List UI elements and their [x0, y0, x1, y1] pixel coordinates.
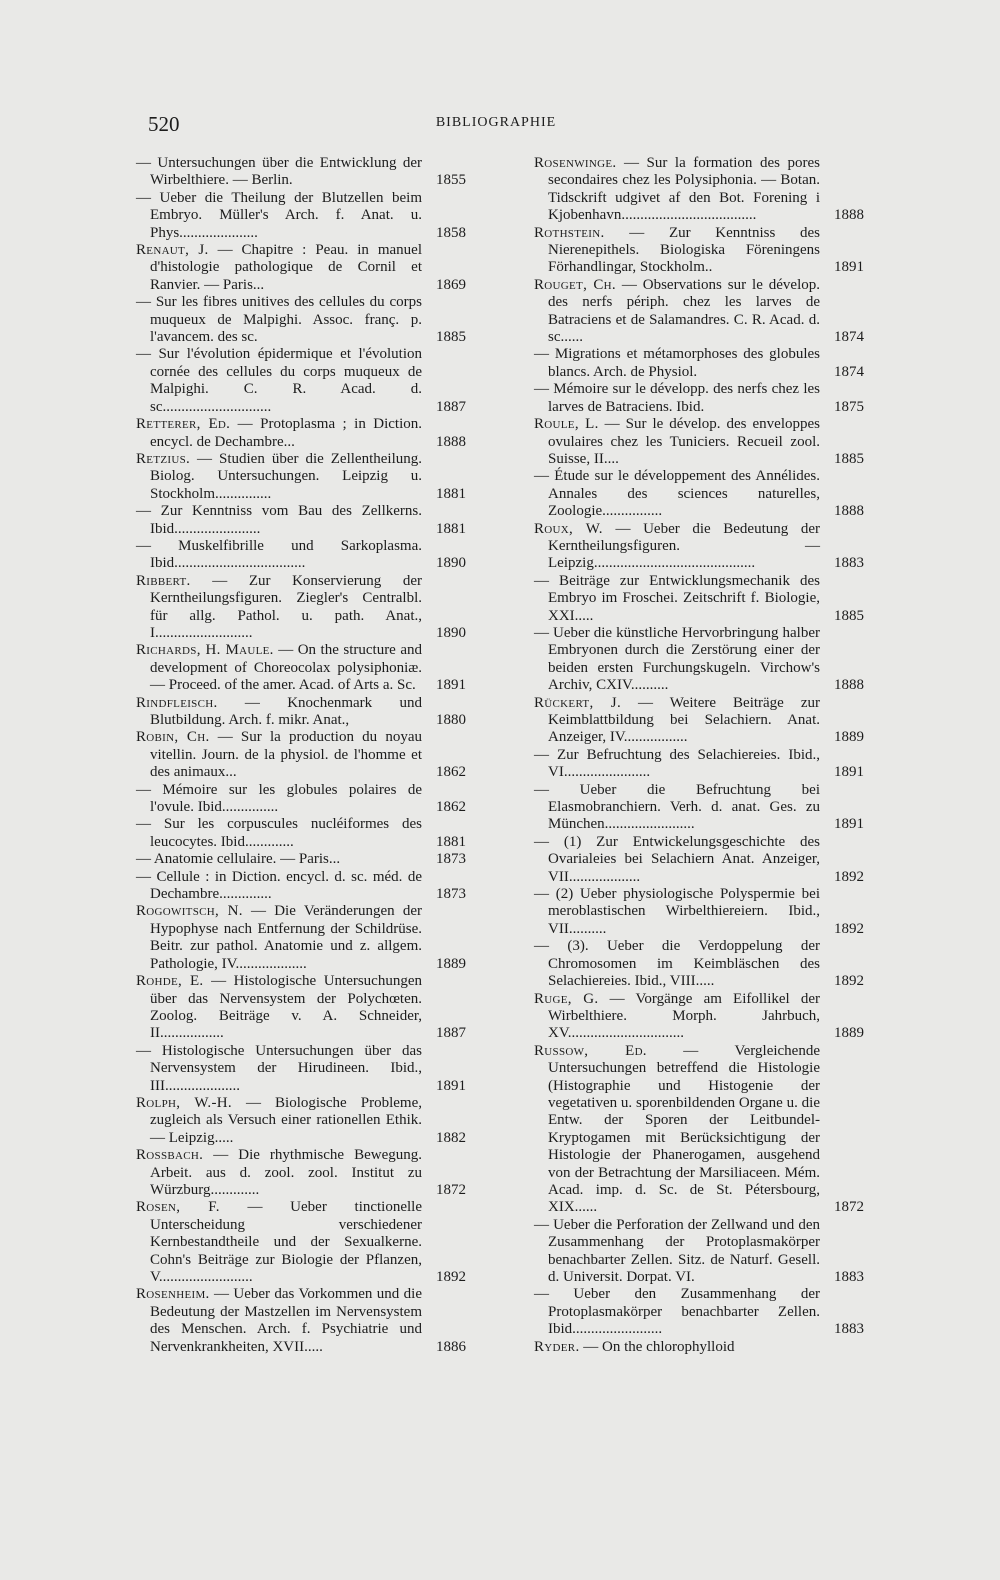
entry-year: 1869	[436, 276, 466, 293]
page-header	[148, 112, 844, 142]
entry-text: — Chapitre : Peau. in manuel d'histologie pathologique de Cornil et Ranvier. — Paris...	[150, 242, 422, 293]
entry-text: — Ueber tinctionelle Unterscheidung verschiedener Kernbestandtheile und der Sexualkerne. Cohn's Beiträge zur Biologie der Pflanzen, V.........................	[150, 1199, 422, 1285]
entry-year: 1886	[436, 1338, 466, 1355]
entry-year: 1888	[436, 433, 466, 450]
entry-year: 1887	[436, 1025, 466, 1042]
entry-author: Richards, H. Maule.	[136, 642, 274, 659]
entry-year: 1891	[436, 677, 466, 694]
bibliography-entry	[534, 225, 864, 277]
entry-year: 1891	[834, 259, 864, 276]
bibliography-entry	[534, 1043, 864, 1217]
entry-year: 1887	[436, 398, 466, 415]
entry-author: Renaut, J.	[136, 242, 209, 259]
entry-year: 1862	[436, 799, 466, 816]
entry-text: — Étude sur le développement des Annélides. Annales des sciences naturelles, Zoologie................	[534, 468, 820, 520]
entry-year: 1892	[834, 920, 864, 937]
bibliography-entry	[136, 503, 466, 538]
entry-year: 1882	[436, 1129, 466, 1146]
bibliography-entry	[534, 468, 864, 520]
entry-year: 1875	[834, 398, 864, 415]
entry-text: — Sur la formation des pores secondaires chez les Polysiphonia. — Botan. Tidsckrift udgivet af den Bot. Forening i Kjobenhavn....................................	[548, 155, 820, 224]
entry-text: — Sur les fibres unitives des cellules du corps muqueux de Malpighi. Assoc. franç. p. l'avancem. des sc.	[136, 294, 422, 346]
entry-text: — Sur le dévelop. des enveloppes ovulaires chez les Tuniciers. Recueil zool. Suisse, II....	[548, 416, 820, 467]
entry-author: Rossbach.	[136, 1147, 204, 1164]
entry-text: — Sur les corpuscules nucléiformes des leucocytes. Ibid.............	[136, 816, 422, 850]
bibliography-entry	[534, 782, 864, 834]
entry-text: — Ueber den Zusammenhang der Protoplasmakörper benachbarter Zellen. Ibid........................	[534, 1286, 820, 1338]
entry-text: — Histologische Untersuchungen über das Nervensystem der Polychœten. Zoolog. Beiträge v. A. Schneider, II.................	[150, 973, 422, 1042]
entry-text: — Ueber die Bedeutung der Kerntheilungsfiguren. — Leipzig...........................................	[548, 520, 821, 572]
bibliography-entry	[136, 1043, 466, 1095]
entry-text: — Die Veränderungen der Hypophyse nach Entfernung der Schildrüse. Beitr. zur pathol. Anatomie und z. allgem. Pathologie, IV...................	[150, 903, 422, 972]
entry-text: — On the chlorophylloid	[579, 1338, 735, 1355]
bibliography-entry	[534, 277, 864, 347]
entry-author: Rolph, W.-H.	[136, 1094, 232, 1111]
entry-text: — Migrations et métamorphoses des globules blancs. Arch. de Physiol.	[534, 346, 820, 380]
bibliography-entry	[136, 416, 466, 451]
entry-text: — Zur Kenntniss des Nierenepithels. Biologiska Föreningens Förhandlingar, Stockholm..	[548, 224, 820, 276]
entry-year: 1862	[436, 764, 466, 781]
entry-year: 1881	[436, 485, 466, 502]
entry-text: — (1) Zur Entwickelungsgeschichte des Ovarialeies bei Selachiern Anat. Anzeiger, VII...................	[534, 833, 820, 885]
bibliography-entry	[136, 903, 466, 973]
page-number: 520	[148, 112, 180, 136]
bibliography-entry	[136, 346, 466, 416]
entry-text: — Knochenmark und Blutbildung. Arch. f. mikr. Anat.,	[150, 694, 422, 728]
entry-author: Retzius.	[136, 450, 191, 467]
entry-author: Ribbert.	[136, 572, 191, 589]
running-head: BIBLIOGRAPHIE	[435, 115, 557, 130]
entry-year: 1891	[834, 816, 864, 833]
entry-year: 1888	[834, 503, 864, 520]
bibliography-entry	[534, 886, 864, 938]
entry-text: — Die rhythmische Bewegung. Arbeit. aus d. zool. zool. Institut zu Würzburg.............	[150, 1147, 422, 1198]
bibliography-entry	[534, 695, 864, 747]
entry-author: Rohde, E.	[136, 973, 204, 990]
entry-text: — Zur Befruchtung des Selachiereies. Ibid., VI.......................	[534, 746, 820, 781]
entry-year: 1891	[834, 764, 864, 781]
entry-year: 1883	[834, 1269, 864, 1285]
entry-year: 1872	[436, 1181, 466, 1198]
entry-year: 1885	[436, 329, 466, 346]
entry-text: — Sur la production du noyau vitellin. Journ. de la physiol. de l'homme et des animaux...	[150, 729, 423, 781]
entry-year: 1855	[436, 172, 466, 189]
entry-year: 1889	[436, 955, 466, 972]
bibliography-entry	[136, 451, 466, 503]
entry-text: — Cellule : in Diction. encycl. d. sc. méd. de Dechambre..............	[136, 868, 422, 903]
entry-year: 1883	[834, 1321, 864, 1338]
entry-author: Rouget, Ch.	[534, 276, 616, 293]
entry-text: — Muskelfibrille und Sarkoplasma. Ibid...................................	[136, 537, 422, 572]
entry-text: — Biologische Probleme, zugleich als Versuch einer rationellen Ethik. — Leipzig.....	[150, 1094, 422, 1146]
entry-year: 1889	[834, 1025, 864, 1042]
entry-author: Rosen, F.	[136, 1199, 220, 1216]
entry-year: 1891	[436, 1077, 466, 1094]
entry-text: — Ueber die Befruchtung bei Elasmobranchiern. Verh. d. anat. Ges. zu München........................	[534, 781, 820, 833]
entry-author: Retterer, Ed.	[136, 416, 231, 433]
entry-text: — Untersuchungen über die Entwicklung der Wirbelthiere. — Berlin.	[136, 155, 422, 189]
entry-year: 1885	[834, 450, 864, 467]
bibliography-entry	[534, 834, 864, 886]
entry-author: Rogowitsch, N.	[136, 903, 243, 920]
bibliography-entry	[136, 155, 466, 190]
entry-author: Rosenheim.	[136, 1286, 210, 1303]
entry-year: 1873	[436, 886, 466, 903]
bibliography-entry	[534, 521, 864, 573]
bibliography-entry	[534, 747, 864, 782]
entry-year: 1880	[436, 712, 466, 728]
entry-year: 1885	[834, 607, 864, 624]
entry-year: 1892	[834, 973, 864, 990]
entry-author: Roule, L.	[534, 416, 599, 433]
bibliography-entry	[136, 851, 466, 868]
entry-year: 1872	[834, 1199, 864, 1216]
entry-year: 1874	[834, 329, 864, 346]
entry-text: — Protoplasma ; in Diction. encycl. de Dechambre...	[150, 416, 423, 450]
entry-author: Roux, W.	[534, 520, 603, 537]
bibliography-entry	[534, 1217, 864, 1287]
entry-text: — Mémoire sur les globules polaires de l'ovule. Ibid...............	[136, 781, 422, 816]
bibliography-entry	[136, 729, 466, 781]
bibliography-entry	[136, 1095, 466, 1147]
entry-year: 1892	[834, 868, 864, 885]
entry-text: — (3). Ueber die Verdoppelung der Chromosomen im Keimbläschen des Selachiereies. Ibid., VIII.....	[534, 938, 820, 990]
bibliography-entry	[136, 642, 466, 694]
entry-text: — Vorgänge am Eifollikel der Wirbelthiere. Morph. Jahrbuch, XV...............................	[548, 990, 820, 1042]
bibliography-entry	[534, 381, 864, 416]
entry-author: Russow, Ed.	[534, 1042, 647, 1059]
entry-text: — On the structure and development of Choreocolax polysiphoniæ. — Proceed. of the amer. Acad. of Arts a. Sc.	[150, 642, 422, 694]
entry-author: Ryder.	[534, 1338, 580, 1355]
entry-year: 1888	[834, 677, 864, 694]
entry-text: — Ueber die Theilung der Blutzellen beim Embryo. Müller's Arch. f. Anat. u. Phys.....................	[136, 189, 422, 241]
bibliography-entry	[136, 782, 466, 817]
bibliography-entry	[534, 346, 864, 381]
entry-text: — Sur l'évolution épidermique et l'évolution cornée des cellules du corps muqueux de Malpighi. C. R. Acad. d. sc.............................	[136, 346, 422, 415]
entry-year: 1890	[436, 624, 466, 641]
bibliography-entry	[136, 190, 466, 242]
bibliography-entry	[534, 991, 864, 1043]
bibliography-entry	[136, 538, 466, 573]
entry-year: 1888	[834, 207, 864, 224]
bibliography-entry	[136, 1286, 466, 1356]
entry-text: — (2) Ueber physiologische Polyspermie bei meroblastischen Wirbelthiereiern. Ibid., VII..........	[534, 886, 820, 937]
entry-author: Robin, Ch.	[136, 729, 210, 746]
entry-text: — Ueber die künstliche Hervorbringung halber Embryonen durch die Zerstörung einer der beiden ersten Furchungskugeln. Virchow's Archiv, CXIV..........	[534, 624, 820, 694]
entry-author: Ruge, G.	[534, 990, 599, 1007]
right-column	[534, 155, 864, 1356]
bibliography-entry	[136, 1199, 466, 1286]
entry-year: 1881	[436, 833, 466, 850]
entry-text: — Beiträge zur Entwicklungsmechanik des Embryo im Froschei. Zeitschrift f. Biologie, XXI.....	[534, 572, 820, 624]
bibliography-entry	[534, 938, 864, 990]
entry-author: Rothstein.	[534, 224, 605, 241]
entry-text: — Histologische Untersuchungen über das Nervensystem der Hirudineen. Ibid., III....................	[136, 1042, 422, 1094]
bibliography-entry	[534, 573, 864, 625]
bibliography-entry	[136, 242, 466, 294]
entry-text: — Studien über die Zellentheilung. Biolog. Untersuchungen. Leipzig u. Stockholm...............	[150, 450, 422, 502]
bibliography-entry	[136, 695, 466, 730]
entry-text: — Observations sur le dévelop. des nerfs périph. chez les larves de Batraciens et de Salamandres. C. R. Acad. d. sc......	[548, 276, 820, 346]
entry-year: 1858	[436, 224, 466, 241]
bibliography-entry	[136, 816, 466, 851]
entry-text: — Ueber das Vorkommen und die Bedeutung der Mastzellen im Nervensystem des Menschen. Arch. f. Psychiatrie und Nervenkrankheiten, XVII.....	[150, 1286, 422, 1355]
entry-year: 1890	[436, 555, 466, 572]
entry-year: 1873	[436, 851, 466, 868]
entry-text: — Mémoire sur le développ. des nerfs chez les larves de Batraciens. Ibid.	[534, 381, 820, 415]
entry-author: Rückert, J.	[534, 694, 621, 711]
entry-text: — Zur Kenntniss vom Bau des Zellkerns. Ibid.......................	[136, 503, 422, 537]
bibliography-entry	[534, 155, 864, 225]
entry-year: 1881	[436, 520, 466, 537]
entry-author: Rindfleisch.	[136, 694, 218, 711]
bibliography-entry	[534, 416, 864, 468]
left-column	[136, 155, 466, 1356]
entry-year: 1874	[834, 363, 864, 380]
bibliography-entry	[136, 869, 466, 904]
bibliography-entry	[534, 1339, 864, 1356]
entry-text: — Weitere Beiträge zur Keimblattbildung bei Selachiern. Anat. Anzeiger, IV.................	[548, 694, 820, 746]
entry-text: — Anatomie cellulaire. — Paris...	[136, 851, 341, 868]
bibliography-entry	[136, 1147, 466, 1199]
bibliography-entry	[136, 573, 466, 643]
bibliography-entry	[136, 973, 466, 1043]
entry-author: Rosenwinge.	[534, 155, 617, 171]
bibliography-entry	[534, 625, 864, 695]
entry-year: 1883	[834, 555, 864, 572]
entry-year: 1889	[834, 729, 864, 746]
entry-text: — Ueber die Perforation der Zellwand und den Zusammenhang der Protoplasmakörper benachbarter Zellen. Sitz. de Naturf. Gesell. d. Universit. Dorpat. VI.	[534, 1216, 820, 1285]
bibliography-entry	[534, 1286, 864, 1338]
entry-text: — Zur Konservierung der Kerntheilungsfiguren. Ziegler's Centralbl. für allg. Pathol. u. path. Anat., I..........................	[150, 572, 422, 641]
bibliography-entry	[136, 294, 466, 346]
entry-year: 1892	[436, 1269, 466, 1285]
entry-text: — Vergleichende Untersuchungen betreffend die Histologie (Histographie und Histogenie der vegetativen u. sporenbildenden Organe u. die Entw. der Sporen der Leitbundel-Kryptogamen mit Berücksichtigung der Histologie der Phanerogamen, ausgehend von der Betrachtung der Marsiliaceen. Mém. Acad. imp. d. Sc. de St. Pétersbourg, XIX......	[548, 1042, 820, 1216]
